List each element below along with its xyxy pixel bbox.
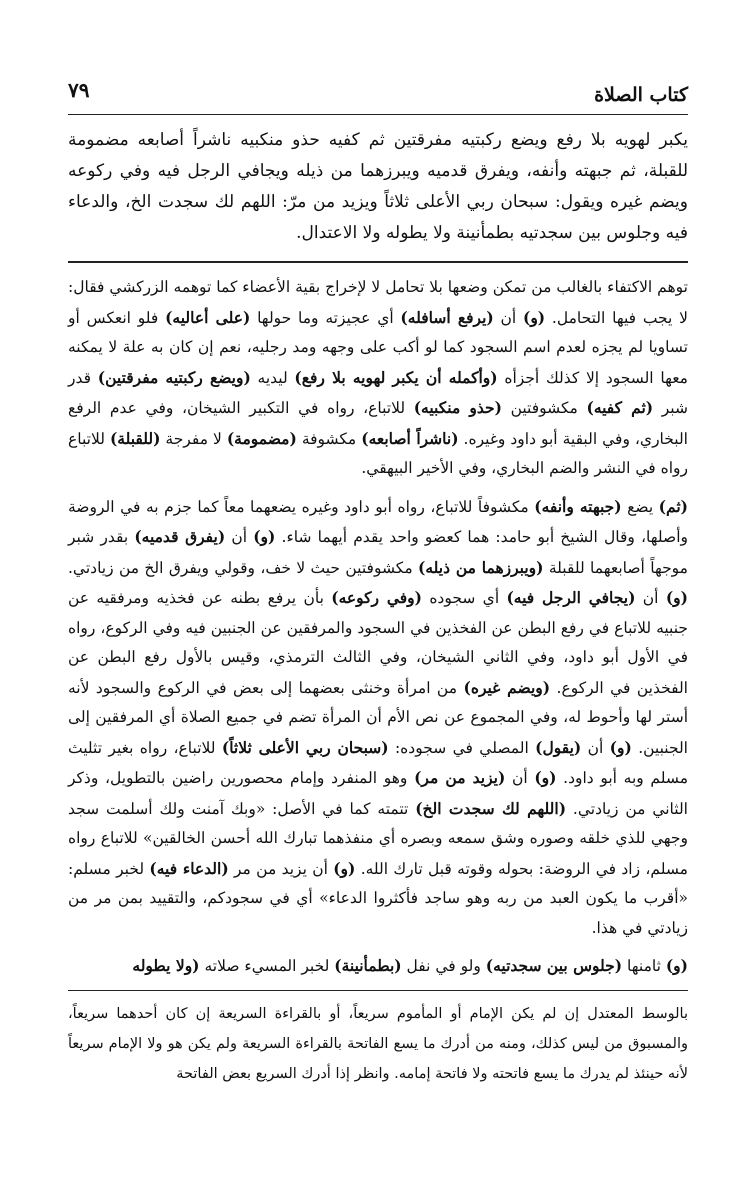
footnote <box>68 999 688 1089</box>
matn-quote: (و) <box>665 956 688 975</box>
commentary-text: مكشوفتين حيث لا خف، وقولي ويفرق الخ من زيادتي. <box>68 558 419 577</box>
matn-quote: (يزيد من مر) <box>414 768 506 787</box>
matn-quote: (يجافي الرجل فيه) <box>506 588 636 607</box>
commentary-text: أي عجيزته وما حولها <box>250 308 401 327</box>
commentary-paragraph-3 <box>68 951 688 982</box>
main-text <box>68 125 688 249</box>
matn-quote: (اللهم لك سجدت الخ) <box>415 798 567 818</box>
matn-quote: (يفرق قدميه) <box>134 527 226 546</box>
commentary-text: لخبر مسلم: «أقرب ما يكون العبد من ربه وهو ساجد فأكثروا الدعاء» أي في سجودكم، والتقييد بمن مر من زيادتي في هذا. <box>68 859 688 937</box>
section-divider <box>68 261 688 263</box>
matn-quote: (و) <box>333 858 356 878</box>
matn-quote: (مضمومة) <box>226 428 297 448</box>
commentary-text: توهم الاكتفاء بالغالب من تمكن وضعها بلا تحامل لا لإخراج بقية الأعضاء كما توهمه الزركشي فقال: لا يجب فيها التحامل. <box>68 278 688 327</box>
commentary-text: أن <box>581 738 610 757</box>
commentary-text: أن <box>493 308 523 327</box>
book-title: كتاب الصلاة <box>594 84 688 106</box>
commentary-text: المصلي في سجوده: <box>388 738 536 757</box>
commentary-paragraph-1 <box>68 273 688 484</box>
commentary-text: بقدر شبر موجهاً أصابعهما للقبلة <box>68 528 688 577</box>
matn-quote: (سبحان ربي الأعلى ثلاثاً) <box>221 737 389 757</box>
commentary-text: أن <box>635 589 666 607</box>
book-page <box>68 78 688 1089</box>
commentary-text: أن يزيد من مر <box>228 859 334 878</box>
commentary-text: للاتباع، رواه في التكبير الشيخان، وفي عدم الرفع البخاري، وفي البقية أبو داود وغيره. <box>68 399 688 448</box>
commentary-text: فلو انعكس أو تساويا لم يجزه لعدم اسم السجود كما لو أكب على وجهه ومد رجليه، نعم إن كان به علة لا يمكنه معها السجود إلا كذلك أجزأه <box>68 308 688 387</box>
matn-quote: (ويضم غيره) <box>463 677 551 697</box>
matn-quote: (ويبرزهما من ذيله) <box>418 557 544 577</box>
matn-quote: (و) <box>609 737 632 757</box>
matn-quote: (ولا يطوله <box>132 956 200 975</box>
matn-quote: (ثم) <box>658 496 688 516</box>
commentary-text: مكشوفتين <box>501 399 587 417</box>
commentary-text: لخبر المسيء صلاته <box>199 957 335 975</box>
matn-quote: (ثم كفيه) <box>586 398 654 417</box>
matn-quote: (يقول) <box>535 737 582 757</box>
commentary-text: ولو في نفل <box>401 957 486 975</box>
commentary-text: قدر شبر <box>68 368 688 417</box>
commentary-text: من امرأة وخنثى بعضهما إلى بعض في الركوع والسجود لأنه أستر لها وأحوط له، وفي المجموع عن نص الأم أن المرأة تضم في جميع الصلاة أي المرفقين إلى الجنبين. <box>68 678 688 757</box>
commentary-text: وهو المنفرد وإمام محصورين راضين بالتطويل، وذكر الثاني من زيادتي. <box>68 769 688 818</box>
matn-quote: (و) <box>665 588 688 607</box>
commentary-text: أن <box>225 528 254 546</box>
page-number: ٧٩ <box>68 78 90 102</box>
commentary-text: مكشوفة <box>296 429 362 448</box>
commentary <box>68 273 688 982</box>
commentary-text: ثامنها <box>622 957 666 975</box>
commentary-text: تتمته كما في الأصل: «وبك آمنت ولك أسلمت سجد وجهي للذي خلقه وصوره وشق سمعه وبصره أي منفذهما تبارك الله أحسن الخالقين» للاتباع رواه مسلم، زاد في الروضة: بحوله وقوته قبل تارك الله. <box>68 799 688 878</box>
matn-quote: (وأكمله أن يكبر لهويه بلا رفع) <box>294 367 498 387</box>
commentary-text: يضع <box>621 497 659 516</box>
matn-quote: (على أعاليه) <box>165 307 251 327</box>
page-header <box>68 78 688 115</box>
matn-quote: (حذو منكبيه) <box>413 398 502 417</box>
matn-quote: (جلوس بين سجدتيه) <box>485 956 623 975</box>
matn-quote: (و) <box>522 307 546 327</box>
commentary-text: لا مفرجة <box>160 429 227 448</box>
matn-quote: (ويضع ركبتيه مفرقتين) <box>97 367 251 387</box>
commentary-text: أن <box>505 769 535 787</box>
matn-quote: (الدعاء فيه) <box>149 858 229 878</box>
matn-quote: (للقبلة) <box>109 428 161 448</box>
matn-quote: (يرفع أسافله) <box>400 307 494 327</box>
main-text-paragraph: يكبر لهويه بلا رفع ويضع ركبتيه مفرقتين ثم كفيه حذو منكبيه ناشراً أصابعه مضمومة للقبلة، ثم جبهته وأنفه، ويفرق قدميه ويبرزهما من ذيله ويجافي الرجل فيه وفي ركوعه ويضم غيره ويقول: سبحان ربي الأعلى ثلاثاً ويزيد من مرّ: اللهم لك سجدت الخ، والدعاء فيه وجلوس بين سجدتيه بطمأنينة ولا يطوله ولا الاعتدال. <box>68 130 688 243</box>
matn-quote: (بطمأنينة) <box>334 956 402 975</box>
commentary-text: أي سجوده <box>421 589 507 607</box>
commentary-text: للاتباع رواه في النشر والضم البخاري، وفي الأخير البيهقي. <box>68 429 688 477</box>
commentary-text: بأن يرفع بطنه عن فخذيه ومرفقيه عن جنبيه للاتباع في رفع البطن عن الفخذين في السجود والمرفقين عن الجنبين فيه وفي الركوع، رواه في الأول أبو داود، وفي الثاني الشيخان، وفي الثالث الترمذي، وقيس بالأول رفع البطن عن الفخذين في الركوع. <box>68 589 688 697</box>
matn-quote: (ناشراً أصابعه) <box>361 428 459 448</box>
matn-quote: (وفي ركوعه) <box>331 588 422 607</box>
matn-quote: (و) <box>253 527 276 546</box>
commentary-paragraph-2 <box>68 492 688 944</box>
footnote-text: بالوسط المعتدل إن لم يكن الإمام أو المأموم سريعاً، أو بالقراءة السريعة إن كان أحدهما سريعاً، والمسبوق من ليس كذلك، ومنه من أدرك ما يسع الفاتحة بالقراءة السريعة ولم يكن هو ولا الإمام سريعاً لأنه حينئذ لم يدرك ما يسع فاتحته ولا فاتحة إمامه. وانظر إذا أدرك السريع بعض الفاتحة <box>68 1005 688 1082</box>
matn-quote: (و) <box>534 768 557 787</box>
commentary-text: مكشوفاً للاتباع، رواه أبو داود وغيره يضعهما معاً كما جزم به في الروضة وأصلها، وقال الشيخ أبو حامد: هما كعضو واحد يقدم أيهما شاء. <box>68 497 688 546</box>
commentary-text: ليديه <box>250 368 295 387</box>
footnote-divider <box>68 990 688 991</box>
commentary-text: للاتباع، رواه بغير تثليث مسلم وبه أبو داود. <box>68 738 689 787</box>
matn-quote: (جبهته وأنفه) <box>534 496 622 516</box>
